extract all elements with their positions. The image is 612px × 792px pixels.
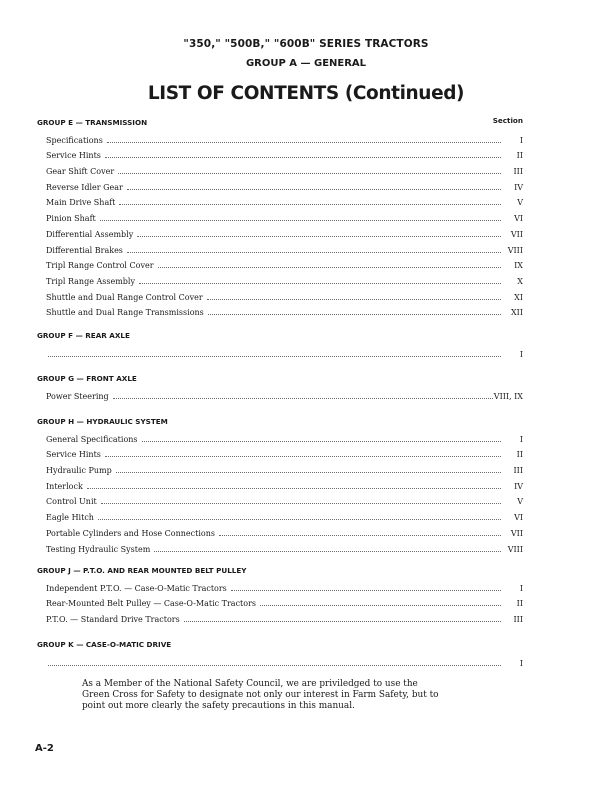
entry-section: III [513,615,523,625]
group-f-heading: GROUP F — REAR AXLE [37,331,130,340]
entry-section: IV [514,481,523,491]
entry-section: VII [510,229,523,239]
entry-section: I [519,583,523,593]
dot-leader [127,252,501,253]
entry-label: Independent P.T.O. — Case-O-Matic Tractors [46,583,227,593]
section-column-label: Section [492,116,523,125]
toc-entry[interactable] [37,506,523,522]
entry-label: Shuttle and Dual Range Transmissions [46,308,204,318]
group-g-heading: GROUP G — FRONT AXLE [37,374,137,383]
group-k-heading: GROUP K — CASE-O-MATIC DRIVE [37,640,172,649]
toc-entry[interactable] [37,239,523,255]
dot-leader [139,283,501,284]
dot-leader [98,519,501,520]
entry-section: XII [510,308,523,318]
entry-section: VII [510,528,523,538]
toc-entry[interactable] [37,491,523,507]
toc-entry[interactable] [37,444,523,460]
toc-entry[interactable] [37,385,523,401]
entry-section: I [519,135,523,145]
dot-leader [119,204,501,205]
toc-entry[interactable] [37,522,523,538]
entry-label: Portable Cylinders and Hose Connections [46,528,215,538]
entry-section: V [517,497,523,507]
group-e-section [37,116,523,317]
dot-leader [154,551,501,552]
entry-label: Gear Shift Cover [46,167,115,177]
dot-leader [105,456,501,457]
series-title: "350," "500B," "600B" SERIES TRACTORS [183,38,429,50]
dot-leader [100,220,501,221]
entry-section: IV [514,182,523,192]
entry-section: XI [514,292,523,302]
entry-label: Differential Assembly [46,229,134,239]
dot-leader [260,605,501,606]
toc-entry[interactable] [37,538,523,554]
dot-leader [127,189,501,190]
dot-leader [48,356,501,357]
toc-entry[interactable] [37,608,523,624]
entry-section: I [519,350,523,359]
entry-section: III [513,466,523,476]
group-e-heading: GROUP E — TRANSMISSION [37,118,148,127]
entry-label: Reverse Idler Gear [46,182,123,192]
entry-section: V [517,198,523,208]
entry-section: II [516,450,523,460]
toc-entry[interactable] [37,651,523,668]
entry-label: Differential Brakes [46,245,123,255]
entry-section: VIII, IX [493,391,523,401]
toc-entry[interactable] [37,302,523,318]
entry-label: Hydraulic Pump [46,466,112,476]
toc-entry[interactable] [37,286,523,302]
entry-label: Interlock [46,481,83,491]
entry-section: VIII [507,544,523,554]
toc-entry[interactable] [37,255,523,271]
toc-entry[interactable] [37,593,523,609]
group-a-title: GROUP A — GENERAL [245,58,367,69]
entry-section: VI [514,214,523,224]
dot-leader [116,472,501,473]
dot-leader [101,503,501,504]
dot-leader [231,590,501,591]
entry-section: IX [514,261,523,271]
entry-label: Shuttle and Dual Range Control Cover [46,292,203,302]
toc-entry[interactable] [37,577,523,593]
dot-leader [48,665,501,666]
entry-section: X [517,276,523,286]
page-title: LIST OF CONTENTS (Continued) [147,83,465,104]
entry-label: Specifications [46,135,103,145]
entry-label: Control Unit [46,497,97,507]
dot-leader [113,398,493,399]
toc-entry[interactable] [37,176,523,192]
dot-leader [142,441,501,442]
toc-entry[interactable] [37,129,523,145]
entry-label: Service Hints [46,450,101,460]
toc-entry[interactable] [37,342,523,359]
dot-leader [158,267,501,268]
group-h-section [37,415,523,554]
toc-entry[interactable] [37,160,523,176]
dot-leader [208,314,501,315]
group-k-section [37,638,523,668]
toc-entry[interactable] [37,270,523,286]
entry-label: Service Hints [46,151,101,161]
entry-label: Eagle Hitch [46,513,94,523]
dot-leader [184,621,501,622]
entry-label: Pinion Shaft [46,214,96,224]
group-g-section [37,372,523,401]
entry-label: Power Steering [46,391,109,401]
dot-leader [137,236,501,237]
group-j-section [37,564,523,624]
toc-entry[interactable] [37,223,523,239]
dot-leader [118,173,501,174]
page-number: A-2 [35,743,54,754]
toc-entry[interactable] [37,145,523,161]
safety-council-note: As a Member of the National Safety Council, we are priviledged to use the Green Cross for Safety to designate not only our interest in Farm Safety, but to point out more clearly the safety precautions in this manual. [82,679,439,711]
group-f-section [37,329,523,359]
dot-leader [107,142,501,143]
entry-section: II [516,599,523,609]
entry-section: VIII [507,245,523,255]
toc-entry[interactable] [37,475,523,491]
group-j-heading: GROUP J — P.T.O. AND REAR MOUNTED BELT PULLEY [37,566,247,575]
dot-leader [207,299,501,300]
entry-section: III [513,167,523,177]
entry-label: Rear-Mounted Belt Pulley — Case-O-Matic Tractors [46,599,257,609]
toc-entry[interactable] [37,192,523,208]
entry-section: I [519,659,523,668]
entry-section: I [519,434,523,444]
group-h-heading: GROUP H — HYDRAULIC SYSTEM [37,417,168,426]
dot-leader [87,488,501,489]
toc-entry[interactable] [37,207,523,223]
entry-label: General Specifications [46,434,138,444]
entry-label: Tripl Range Control Cover [46,261,154,271]
dot-leader [219,535,501,536]
entry-label: Tripl Range Assembly [46,276,135,286]
entry-label: Testing Hydraulic System [46,544,151,554]
entry-section: VI [514,513,523,523]
toc-entry[interactable] [37,428,523,444]
toc-entry[interactable] [37,459,523,475]
entry-section: II [516,151,523,161]
entry-label: Main Drive Shaft [46,198,116,208]
entry-label: P.T.O. — Standard Drive Tractors [46,615,180,625]
dot-leader [105,157,501,158]
